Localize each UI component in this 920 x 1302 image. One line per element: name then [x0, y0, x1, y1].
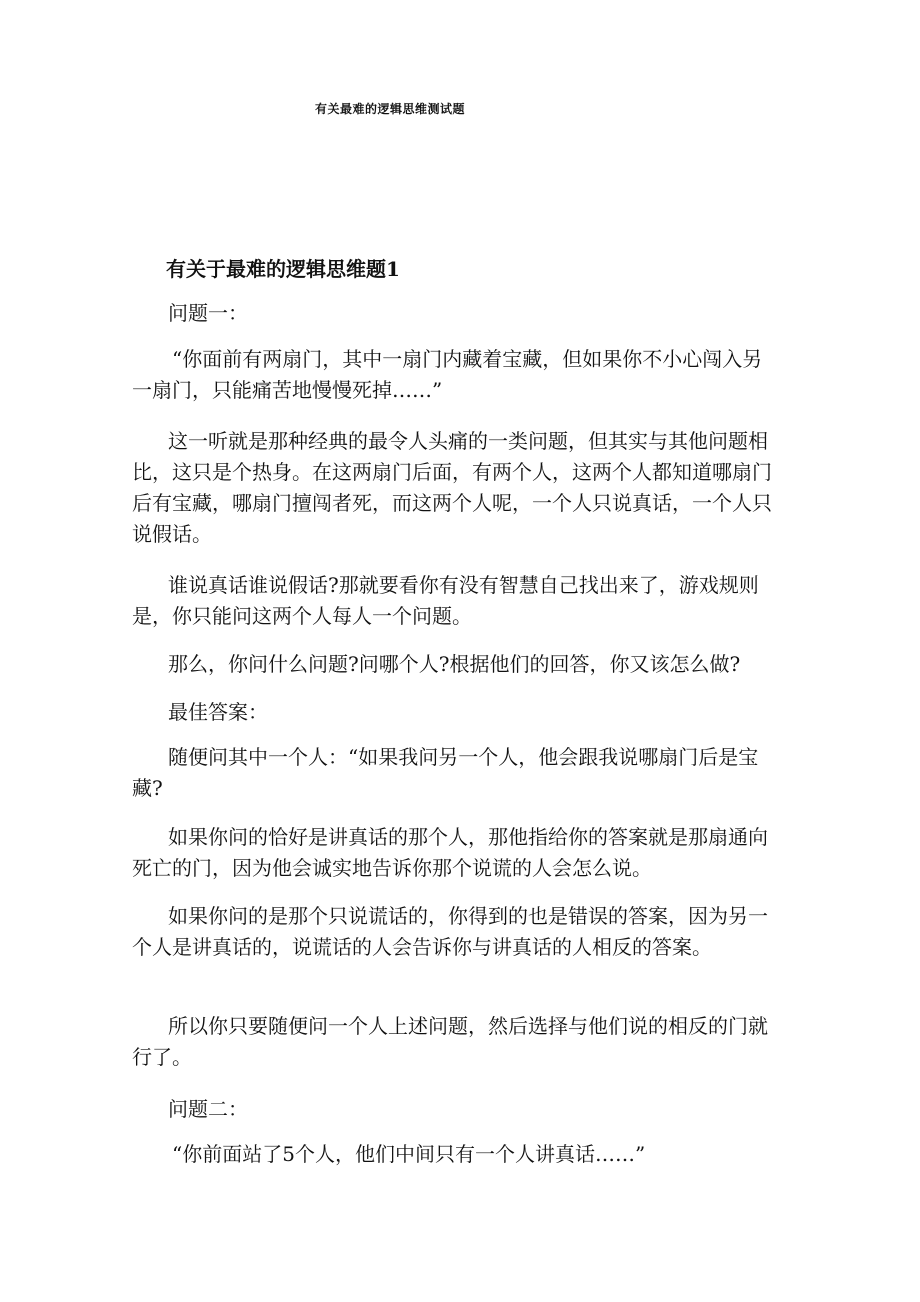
question-two-label: 问题二：	[168, 1097, 248, 1121]
paragraph-rules: 谁说真话谁说假话?那就要看你有没有智慧自己找出来了，游戏规则是，你只能问这两个人每人一个问题。	[132, 573, 759, 628]
paragraph-intro: 这一听就是那种经典的最令人头痛的一类问题，但其实与其他问题相比，这只是个热身。在这两扇门后面，有两个人，这两个人都知道哪扇门后有宝藏，哪扇门擅闯者死，而这两个人呢，一个人只说真话，一个人只说假话。	[132, 429, 772, 546]
answer-label: 最佳答案：	[168, 700, 268, 724]
paragraph-answer: 随便问其中一个人：“如果我问另一个人，他会跟我说哪扇门后是宝藏?	[132, 745, 759, 800]
paragraph-liar: 如果你问的是那个只说谎话的，你得到的也是错误的答案，因为另一个人是讲真话的，说谎话的人会告诉你与讲真话的人相反的答案。	[132, 904, 768, 959]
paragraph-question: 那么，你问什么问题?问哪个人?根据他们的回答，你又该怎么做?	[168, 652, 741, 676]
paragraph-conclusion: 所以你只要随便问一个人上述问题，然后选择与他们说的相反的门就行了。	[132, 1014, 768, 1069]
document-header: 有关最难的逻辑思维测试题	[314, 102, 465, 116]
section-title: 有关于最难的逻辑思维题1	[166, 257, 400, 281]
paragraph-truth-teller: 如果你问的恰好是讲真话的那个人，那他指给你的答案就是那扇通向死亡的门，因为他会诚实地告诉你那个说谎的人会怎么说。	[132, 825, 768, 880]
question-two-quote: “你前面站了5个人，他们中间只有一个人讲真话……”	[172, 1142, 646, 1166]
question-one-quote: “你面前有两扇门，其中一扇门内藏着宝藏，但如果你不小心闯入另一扇门，只能痛苦地慢慢死掉……”	[132, 347, 763, 402]
question-one-label: 问题一：	[168, 301, 248, 325]
